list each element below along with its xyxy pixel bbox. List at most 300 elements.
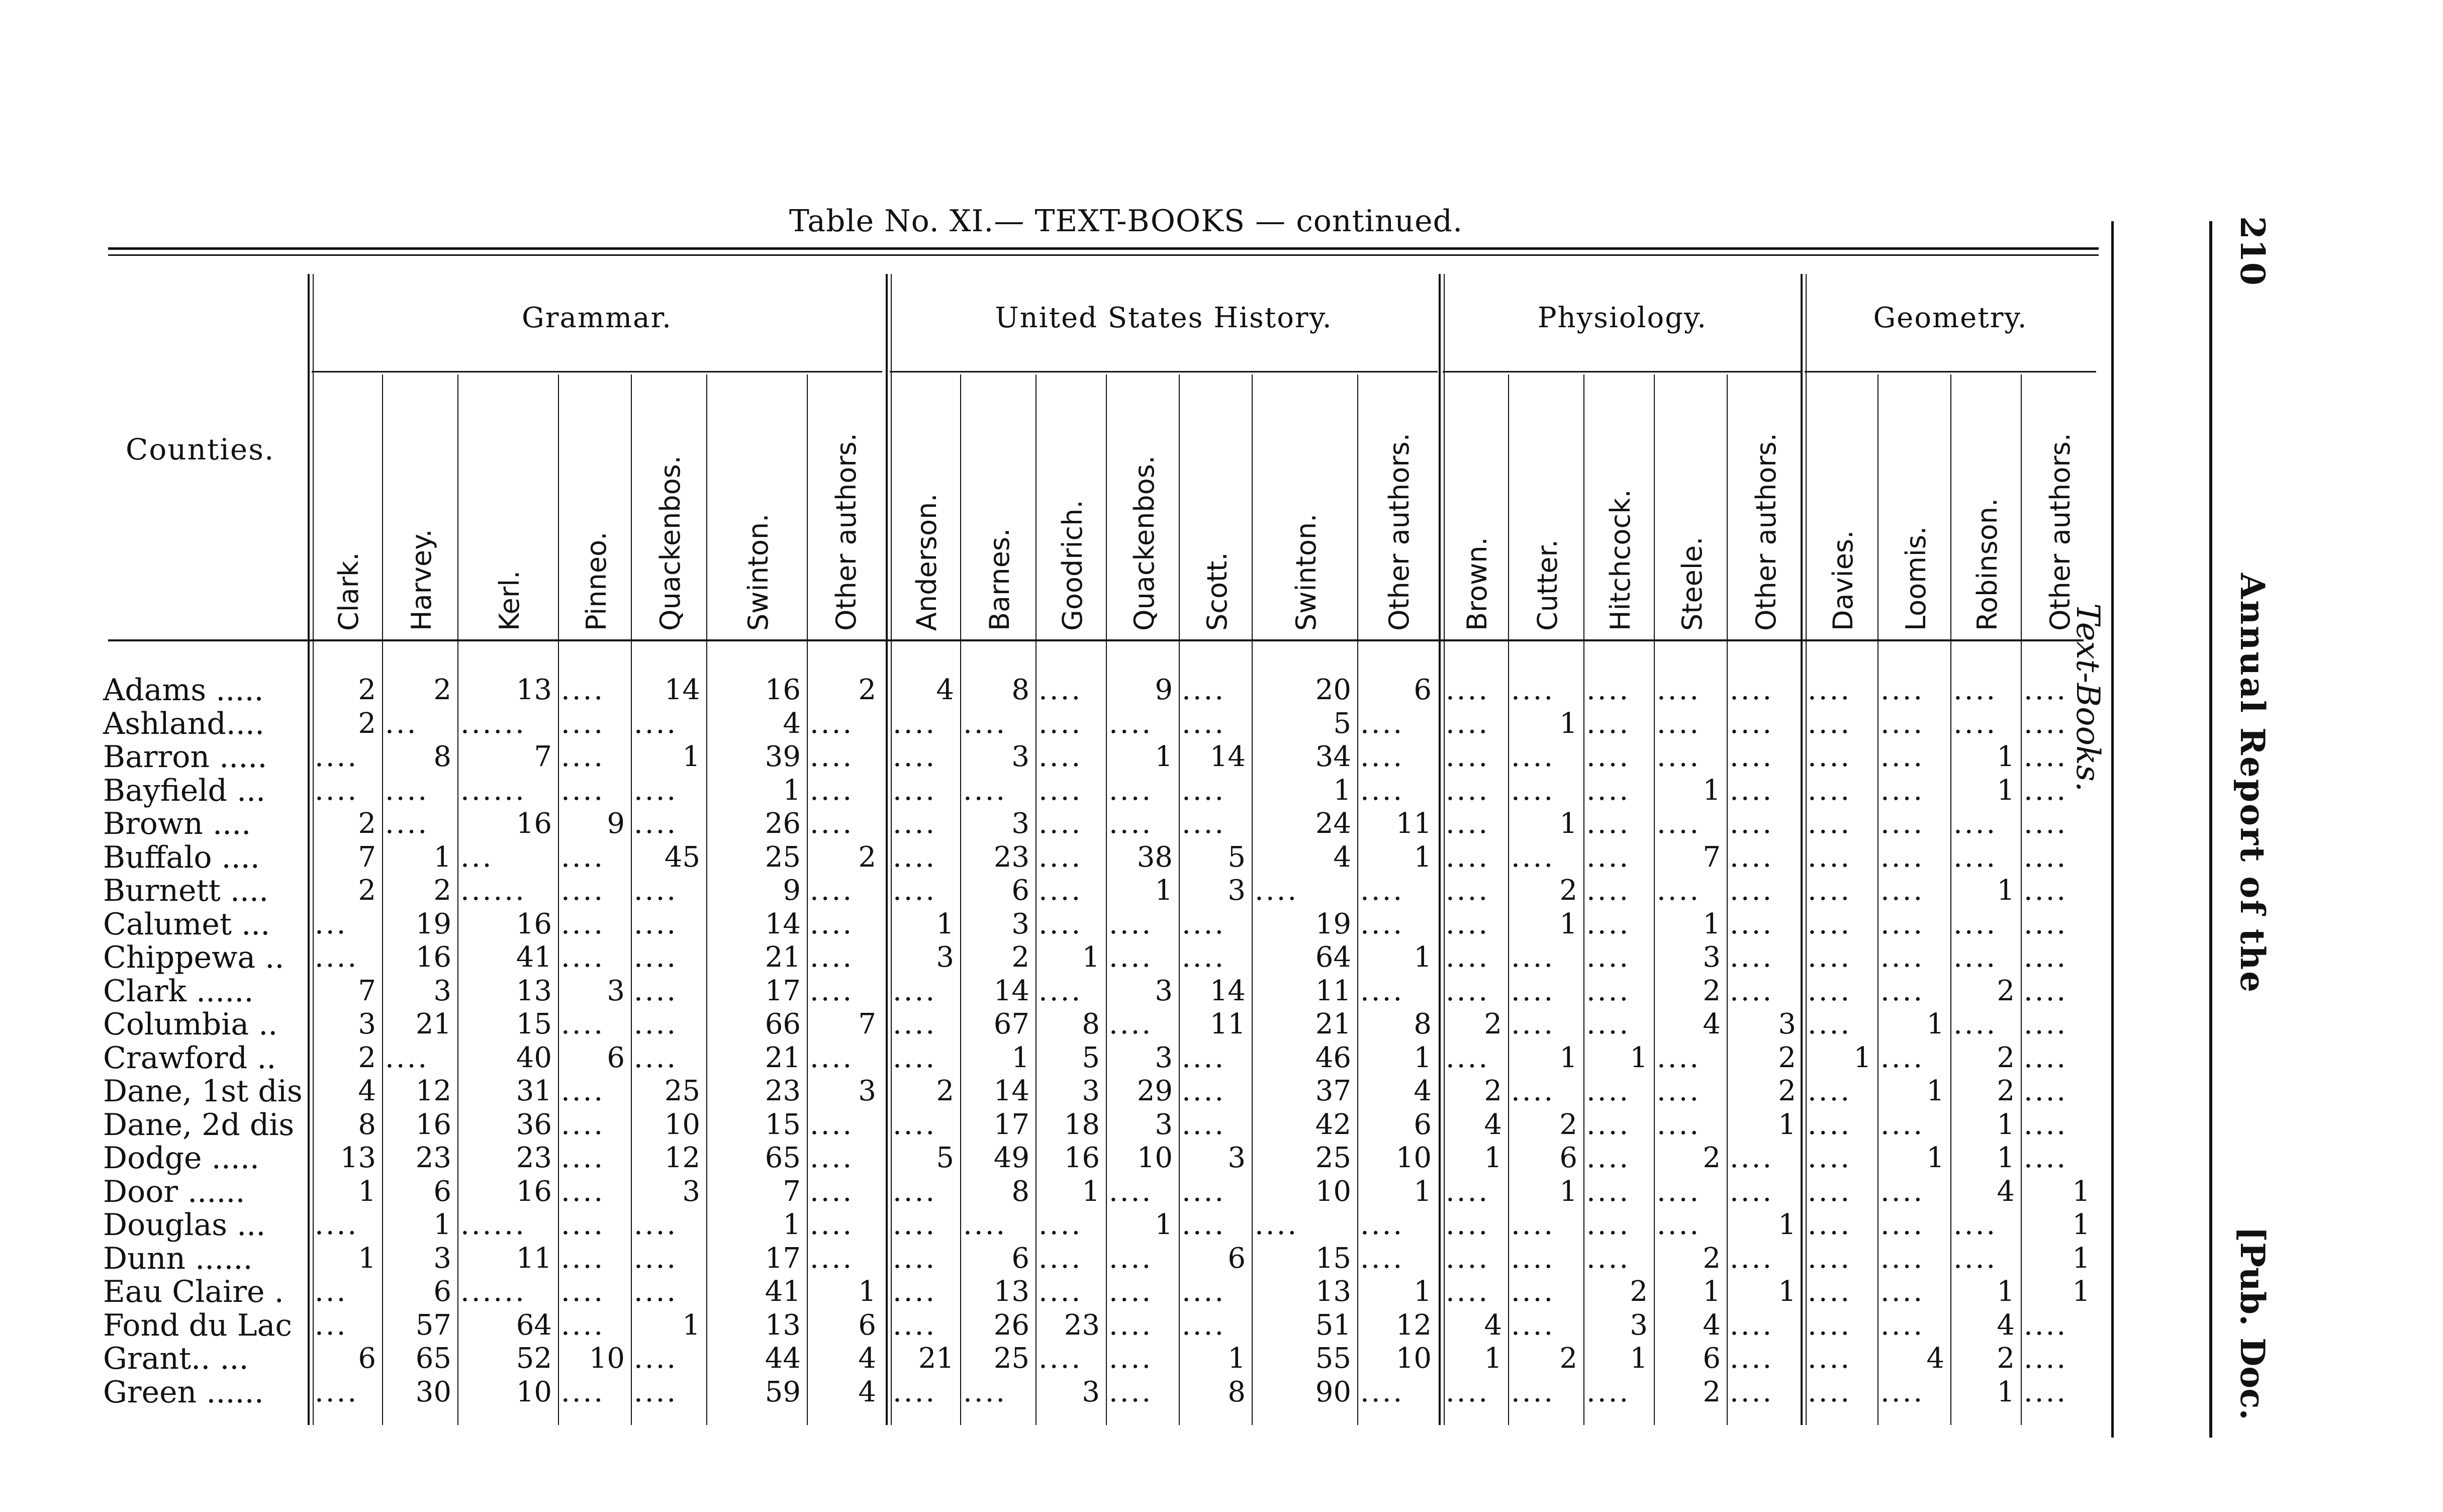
empty-cell: .... <box>1446 1175 1490 1208</box>
empty-cell: .... <box>1109 1008 1153 1041</box>
table-cell: 4 <box>1414 1075 1432 1107</box>
table-cell: 3 <box>1630 1308 1648 1342</box>
empty-cell: .... <box>2024 1108 2068 1141</box>
empty-cell: .... <box>1360 974 1404 1007</box>
empty-cell: .... <box>1881 1242 1925 1275</box>
column-header: Loomis. <box>1900 526 1932 631</box>
table-cell: 65 <box>765 1142 801 1174</box>
table-cell: 31 <box>516 1075 552 1107</box>
empty-cell: .... <box>1730 974 1774 1007</box>
empty-cell: .... <box>561 1075 605 1107</box>
column-header: Pinneo. <box>580 531 612 631</box>
table-cell: 14 <box>993 974 1029 1007</box>
table-cell: 21 <box>765 941 801 974</box>
empty-cell: .... <box>893 774 937 807</box>
table-cell: 1 <box>433 840 451 874</box>
empty-cell: .... <box>1657 740 1701 773</box>
group-header: Grammar. <box>522 302 672 334</box>
table-cell: 12 <box>415 1075 451 1107</box>
empty-cell: .... <box>634 1208 678 1241</box>
empty-cell: .... <box>1039 707 1083 740</box>
empty-cell: .... <box>315 1375 359 1408</box>
table-cell: 18 <box>1064 1108 1100 1141</box>
table-cell: 11 <box>1209 1008 1246 1041</box>
table-cell: 16 <box>765 674 801 706</box>
column-divider <box>1106 374 1107 1425</box>
empty-cell: ...... <box>460 774 526 807</box>
table-cell: 2 <box>1703 974 1721 1007</box>
table-cell: 2 <box>1559 874 1577 907</box>
table-cell: 8 <box>1228 1375 1246 1408</box>
table-cell: 1 <box>1082 941 1100 974</box>
table-cell: 16 <box>415 1108 451 1141</box>
table-cell: 1 <box>1082 1175 1100 1208</box>
empty-cell: .... <box>1446 1375 1490 1408</box>
empty-cell: .... <box>1657 1041 1701 1074</box>
table-cell: 26 <box>993 1308 1029 1342</box>
empty-cell: .... <box>810 1142 854 1174</box>
table-cell: 2 <box>858 840 876 874</box>
table-cell: 57 <box>415 1308 451 1342</box>
empty-cell: .... <box>1808 740 1852 773</box>
table-cell: 1 <box>1333 774 1351 807</box>
column-divider <box>2021 374 2022 1425</box>
county-name: Burnett .... <box>103 873 269 908</box>
table-cell: 17 <box>993 1108 1029 1141</box>
empty-cell: .... <box>810 1041 854 1074</box>
empty-cell: .... <box>893 874 937 907</box>
table-cell: 64 <box>1315 941 1351 974</box>
empty-cell: .... <box>1586 941 1631 974</box>
county-name: Ashland.... <box>103 706 265 741</box>
table-cell: 6 <box>433 1175 451 1208</box>
table-cell: 13 <box>340 1142 376 1174</box>
county-name: Crawford .. <box>103 1040 276 1076</box>
table-cell: 2 <box>1484 1008 1502 1041</box>
empty-cell: .... <box>561 707 605 740</box>
empty-cell: .... <box>1730 807 1774 840</box>
table-cell: 1 <box>1997 740 2015 773</box>
table-cell: 49 <box>993 1142 1029 1174</box>
table-cell: 1 <box>1703 774 1721 807</box>
empty-cell: .... <box>963 774 1007 807</box>
empty-cell: .... <box>1360 874 1404 907</box>
empty-cell: .... <box>1109 1342 1153 1375</box>
table-cell: 5 <box>936 1142 954 1174</box>
table-cell: 2 <box>358 674 376 706</box>
table-cell: 25 <box>993 1342 1029 1375</box>
column-divider <box>1508 374 1509 1425</box>
empty-cell: .... <box>2024 1075 2068 1107</box>
table-cell: 24 <box>1315 807 1351 840</box>
table-cell: 90 <box>1315 1375 1351 1408</box>
empty-cell: .... <box>634 1342 678 1375</box>
table-cell: 4 <box>1484 1108 1502 1141</box>
table-cell: 1 <box>1559 707 1577 740</box>
column-header: Other authors. <box>1383 433 1415 631</box>
empty-cell: .... <box>1586 774 1631 807</box>
county-name: Fond du Lac <box>103 1307 292 1343</box>
empty-cell: .... <box>810 740 854 773</box>
table-cell: 4 <box>1997 1175 2015 1208</box>
table-cell: 7 <box>783 1175 801 1208</box>
empty-cell: .... <box>1657 1208 1701 1241</box>
empty-cell: .... <box>2024 740 2068 773</box>
table-cell: 6 <box>858 1308 876 1342</box>
table-cell: 2 <box>358 707 376 740</box>
empty-cell: .... <box>893 1375 937 1408</box>
top-rule-secondary <box>108 254 2099 256</box>
empty-cell: .... <box>893 1041 937 1074</box>
empty-cell: .... <box>634 774 678 807</box>
table-cell: 8 <box>1011 674 1029 706</box>
empty-cell: .... <box>810 941 854 974</box>
empty-cell: .... <box>1511 1075 1555 1107</box>
table-cell: 3 <box>358 1008 376 1041</box>
empty-cell: .... <box>2024 1142 2068 1174</box>
column-divider <box>1036 374 1037 1425</box>
empty-cell: .... <box>893 1308 937 1342</box>
column-header: Quackenbos. <box>654 455 686 631</box>
empty-cell: .... <box>810 1175 854 1208</box>
empty-cell: .... <box>1360 707 1404 740</box>
empty-cell: .... <box>561 1375 605 1408</box>
table-cell: 26 <box>765 807 801 840</box>
group-divider <box>1439 274 1441 1425</box>
empty-cell: .... <box>561 674 605 706</box>
table-cell: 16 <box>516 1175 552 1208</box>
column-divider <box>1357 374 1358 1425</box>
empty-cell: ...... <box>460 874 526 907</box>
empty-cell: .... <box>1182 1075 1226 1107</box>
table-cell: 1 <box>1155 1208 1173 1241</box>
table-cell: 13 <box>1315 1275 1351 1308</box>
empty-cell: .... <box>1808 1275 1852 1308</box>
empty-cell: .... <box>1808 774 1852 807</box>
table-cell: 64 <box>516 1308 552 1342</box>
empty-cell: .... <box>1109 1275 1153 1308</box>
table-cell: 1 <box>1997 1108 2015 1141</box>
table-cell: 1 <box>858 1275 876 1308</box>
table-cell: 4 <box>1926 1342 1944 1375</box>
empty-cell: .... <box>1511 974 1555 1007</box>
table-cell: 2 <box>1703 1375 1721 1408</box>
table-cell: 2 <box>433 874 451 907</box>
empty-cell: .... <box>1039 1342 1083 1375</box>
empty-cell: .... <box>1446 707 1490 740</box>
table-cell: 1 <box>358 1242 376 1275</box>
table-cell: 8 <box>1414 1008 1432 1041</box>
table-cell: 51 <box>1315 1308 1351 1342</box>
column-header: Steele. <box>1676 536 1708 631</box>
table-cell: 3 <box>1778 1008 1796 1041</box>
column-header: Swinton. <box>1290 513 1322 631</box>
empty-cell: .... <box>634 807 678 840</box>
empty-cell: .... <box>1808 874 1852 907</box>
empty-cell: .... <box>1881 740 1925 773</box>
empty-cell: .... <box>1730 840 1774 874</box>
table-cell: 10 <box>1315 1175 1351 1208</box>
table-cell: 10 <box>589 1342 625 1375</box>
table-cell: 1 <box>682 740 700 773</box>
table-cell: 46 <box>1315 1041 1351 1074</box>
empty-cell: .... <box>561 840 605 874</box>
table-cell: 5 <box>1228 840 1246 874</box>
table-cell: 38 <box>1137 840 1173 874</box>
empty-cell: .... <box>2024 807 2068 840</box>
table-cell: 6 <box>1703 1342 1721 1375</box>
table-cell: 1 <box>358 1175 376 1208</box>
table-cell: 10 <box>1137 1142 1173 1174</box>
empty-cell: .... <box>385 807 429 840</box>
table-cell: 7 <box>358 974 376 1007</box>
table-cell: 1 <box>1997 1375 2015 1408</box>
county-name: Columbia .. <box>103 1007 278 1042</box>
table-cell: 10 <box>516 1375 552 1408</box>
empty-cell: .... <box>1730 1342 1774 1375</box>
table-cell: 11 <box>1395 807 1432 840</box>
table-cell: 2 <box>1703 1142 1721 1174</box>
table-cell: 23 <box>765 1075 801 1107</box>
table-cell: 52 <box>516 1342 552 1375</box>
county-name: Grant.. ... <box>103 1341 249 1376</box>
empty-cell: .... <box>2024 774 2068 807</box>
empty-cell: .... <box>893 1275 937 1308</box>
empty-cell: .... <box>1808 1142 1852 1174</box>
empty-cell: .... <box>561 1142 605 1174</box>
empty-cell: .... <box>1657 1175 1701 1208</box>
empty-cell: .... <box>1446 874 1490 907</box>
column-header: Kerl. <box>494 570 525 631</box>
empty-cell: .... <box>1730 874 1774 907</box>
table-cell: 16 <box>415 941 451 974</box>
empty-cell: .... <box>1953 1242 1998 1275</box>
table-cell: 14 <box>664 674 700 706</box>
table-cell: 11 <box>516 1242 552 1275</box>
empty-cell: .... <box>561 1242 605 1275</box>
group-divider <box>308 274 310 1425</box>
county-name: Dodge ..... <box>103 1141 259 1176</box>
empty-cell: .... <box>2024 941 2068 974</box>
empty-cell: .... <box>1039 1275 1083 1308</box>
empty-cell: .... <box>1808 974 1852 1007</box>
empty-cell: .... <box>1586 1075 1631 1107</box>
empty-cell: .... <box>561 1208 605 1241</box>
empty-cell: .... <box>1881 840 1925 874</box>
table-cell: 3 <box>858 1075 876 1107</box>
empty-cell: .... <box>1446 1041 1490 1074</box>
county-name: Green ...... <box>103 1374 264 1410</box>
empty-cell: .... <box>1039 1208 1083 1241</box>
empty-cell: ... <box>315 907 348 940</box>
empty-cell: .... <box>315 1208 359 1241</box>
empty-cell: ... <box>385 707 418 740</box>
table-cell: 25 <box>765 840 801 874</box>
table-cell: 1 <box>1778 1108 1796 1141</box>
table-cell: 7 <box>1703 840 1721 874</box>
table-cell: 10 <box>1395 1142 1432 1174</box>
empty-cell: .... <box>1511 740 1555 773</box>
empty-cell: .... <box>1182 774 1226 807</box>
empty-cell: .... <box>1881 1108 1925 1141</box>
table-cell: 3 <box>1082 1075 1100 1107</box>
empty-cell: .... <box>1586 674 1631 706</box>
empty-cell: .... <box>2024 674 2068 706</box>
table-cell: 14 <box>765 907 801 940</box>
empty-cell: .... <box>2024 1308 2068 1342</box>
empty-cell: .... <box>1881 774 1925 807</box>
empty-cell: .... <box>1657 807 1701 840</box>
table-cell: 3 <box>1155 1108 1173 1141</box>
group-header: Geometry. <box>1873 302 2028 334</box>
empty-cell: .... <box>1881 707 1925 740</box>
empty-cell: .... <box>1511 1242 1555 1275</box>
group-underline <box>1443 371 1802 372</box>
column-header: Harvey. <box>406 529 437 631</box>
table-cell: 2 <box>1997 1041 2015 1074</box>
table-cell: 6 <box>433 1275 451 1308</box>
empty-cell: .... <box>810 974 854 1007</box>
empty-cell: .... <box>1953 941 1998 974</box>
table-cell: 5 <box>1082 1041 1100 1074</box>
column-header: Barnes. <box>984 528 1015 631</box>
table-cell: 1 <box>1630 1342 1648 1375</box>
empty-cell: .... <box>1808 840 1852 874</box>
column-header: Hitchcock. <box>1605 489 1636 631</box>
pub-doc-label: [Pub. Doc. <box>2233 1226 2272 1421</box>
empty-cell: .... <box>1446 840 1490 874</box>
empty-cell: .... <box>561 1175 605 1208</box>
table-cell: 21 <box>765 1041 801 1074</box>
table-cell: 6 <box>607 1041 625 1074</box>
column-header: Brown. <box>1461 537 1493 631</box>
empty-cell: .... <box>1657 1108 1701 1141</box>
empty-cell: .... <box>810 907 854 940</box>
table-cell: 2 <box>1997 1075 2015 1107</box>
empty-cell: .... <box>1586 1175 1631 1208</box>
empty-cell: .... <box>2024 974 2068 1007</box>
empty-cell: .... <box>634 974 678 1007</box>
table-cell: 3 <box>1011 807 1029 840</box>
empty-cell: .... <box>1182 807 1226 840</box>
table-cell: 1 <box>1926 1008 1944 1041</box>
table-cell: 1 <box>1559 1041 1577 1074</box>
empty-cell: .... <box>1109 1175 1153 1208</box>
table-cell: 9 <box>607 807 625 840</box>
table-cell: 3 <box>607 974 625 1007</box>
empty-cell: .... <box>1586 1108 1631 1141</box>
empty-cell: .... <box>1039 674 1083 706</box>
table-cell: 1 <box>783 774 801 807</box>
table-cell: 4 <box>1997 1308 2015 1342</box>
empty-cell: .... <box>1446 974 1490 1007</box>
empty-cell: .... <box>1446 1208 1490 1241</box>
group-divider-secondary <box>1806 274 1807 1425</box>
table-cell: 2 <box>1778 1075 1796 1107</box>
header-body-divider <box>108 639 2084 641</box>
column-header: Scott. <box>1201 552 1233 631</box>
group-underline <box>312 371 882 372</box>
table-cell: 1 <box>2072 1275 2090 1308</box>
empty-cell: .... <box>385 1041 429 1074</box>
empty-cell: ... <box>315 1308 348 1342</box>
table-cell: 1 <box>1630 1041 1648 1074</box>
table-cell: 3 <box>682 1175 700 1208</box>
empty-cell: .... <box>1182 1108 1226 1141</box>
empty-cell: .... <box>1109 1242 1153 1275</box>
table-cell: 1 <box>1559 1175 1577 1208</box>
empty-cell: .... <box>1730 907 1774 940</box>
empty-cell: .... <box>1446 1242 1490 1275</box>
table-cell: 16 <box>516 907 552 940</box>
empty-cell: .... <box>1039 740 1083 773</box>
empty-cell: .... <box>1255 1208 1299 1241</box>
empty-cell: .... <box>1360 1375 1404 1408</box>
empty-cell: .... <box>1586 907 1631 940</box>
empty-cell: .... <box>893 840 937 874</box>
table-cell: 1 <box>682 1308 700 1342</box>
empty-cell: ... <box>315 1275 348 1308</box>
empty-cell: .... <box>1808 1108 1852 1141</box>
empty-cell: .... <box>893 1242 937 1275</box>
empty-cell: .... <box>810 1208 854 1241</box>
empty-cell: .... <box>561 774 605 807</box>
county-name: Dane, 1st dis <box>103 1074 303 1109</box>
empty-cell: .... <box>1730 740 1774 773</box>
empty-cell: .... <box>1511 1308 1555 1342</box>
empty-cell: .... <box>561 874 605 907</box>
empty-cell: .... <box>1881 941 1925 974</box>
table-cell: 4 <box>936 674 954 706</box>
table-cell: 42 <box>1315 1108 1351 1141</box>
empty-cell: .... <box>1586 1375 1631 1408</box>
table-title: Table No. XI.— TEXT-BOOKS — continued. <box>789 204 1463 239</box>
table-cell: 10 <box>664 1108 700 1141</box>
empty-cell: .... <box>1730 674 1774 706</box>
empty-cell: .... <box>1182 1275 1226 1308</box>
county-name: Brown .... <box>103 806 251 841</box>
table-cell: 21 <box>415 1008 451 1041</box>
county-name: Calumet ... <box>103 906 270 942</box>
table-cell: 44 <box>765 1342 801 1375</box>
empty-cell: .... <box>963 707 1007 740</box>
empty-cell: .... <box>1182 941 1226 974</box>
county-name: Dunn ...... <box>103 1241 253 1276</box>
table-cell: 55 <box>1315 1342 1351 1375</box>
empty-cell: .... <box>1881 874 1925 907</box>
column-divider <box>631 374 632 1425</box>
empty-cell: .... <box>1511 1275 1555 1308</box>
table-cell: 10 <box>1395 1342 1432 1375</box>
empty-cell: .... <box>634 1375 678 1408</box>
empty-cell: .... <box>1109 1375 1153 1408</box>
empty-cell: .... <box>1511 1008 1555 1041</box>
empty-cell: .... <box>1657 674 1701 706</box>
table-cell: 13 <box>765 1308 801 1342</box>
table-cell: 2 <box>433 674 451 706</box>
empty-cell: .... <box>634 907 678 940</box>
table-cell: 1 <box>1926 1142 1944 1174</box>
empty-cell: .... <box>561 907 605 940</box>
group-divider <box>1801 274 1803 1425</box>
table-cell: 67 <box>993 1008 1029 1041</box>
table-cell: 30 <box>415 1375 451 1408</box>
empty-cell: .... <box>810 774 854 807</box>
table-cell: 4 <box>783 707 801 740</box>
table-cell: 4 <box>1703 1008 1721 1041</box>
empty-cell: .... <box>1360 740 1404 773</box>
table-cell: 9 <box>783 874 801 907</box>
